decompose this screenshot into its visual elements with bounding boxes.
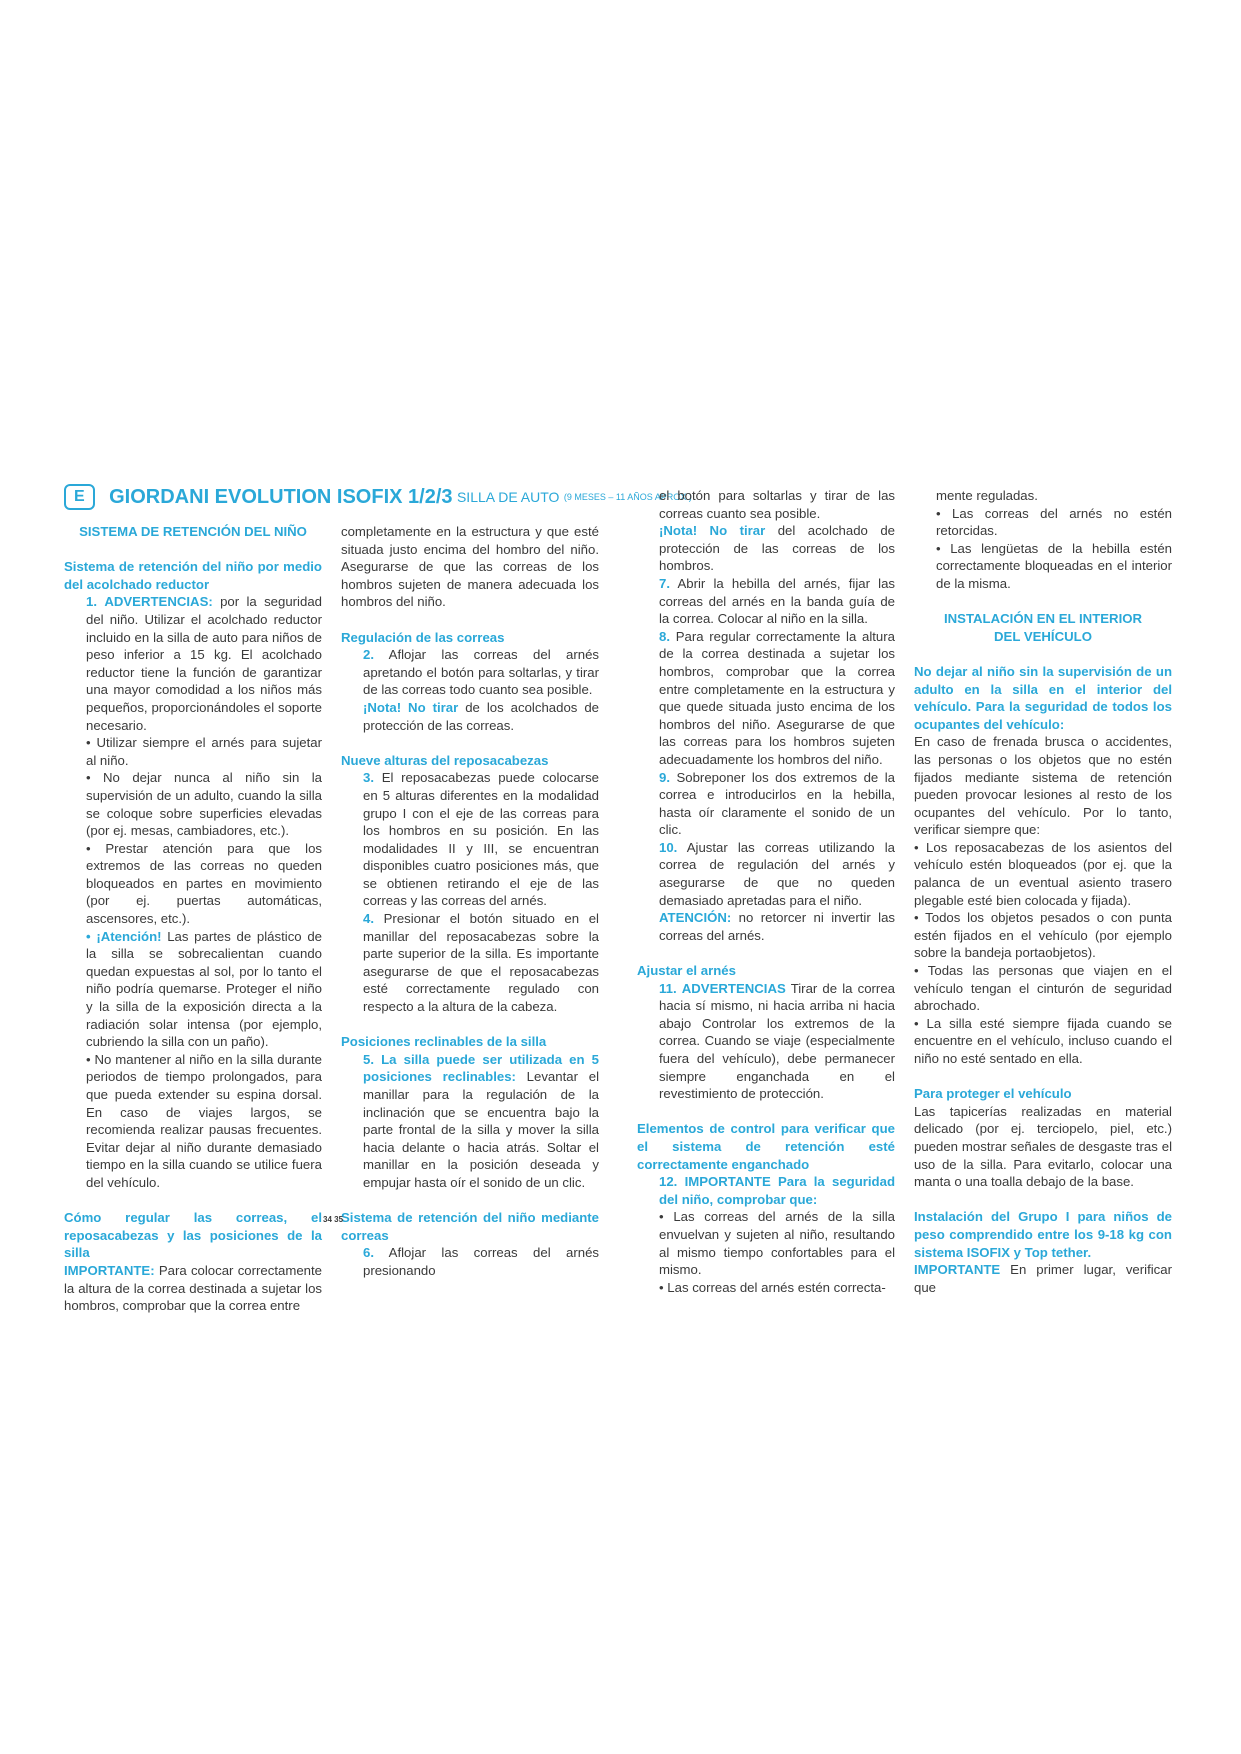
paragraph: IMPORTANTE: Para colocar correctamente la altura de la correa destinada a sujetar los hombros, comprobar que la correa entre: [64, 1262, 322, 1314]
bullet-item: • Los reposacabezas de los asientos del vehículo estén bloqueados (por ej. que la palanca de un eventual asiento trasero plegable esté bien colocada y fijada).: [914, 839, 1172, 908]
product-title: GIORDANI EVOLUTION ISOFIX 1/2/3: [109, 485, 453, 508]
note: ¡Nota! No tirar de los acolchados de protección de las correas.: [363, 699, 600, 733]
subheading: No dejar al niño sin la supervisión de un adulto en la silla en el interior del vehículo. Para la seguridad de todos los ocupantes del vehículo:: [914, 663, 1172, 732]
bullet-item: • Las lengüetas de la hebilla estén correctamente bloqueadas en el interior de la misma.: [936, 540, 1172, 591]
bullet-item: • Todos los objetos pesados o con punta estén fijados en el vehículo (por ejemplo sobre la bandeja portaobjetos).: [914, 910, 1172, 961]
subheading: Sistema de retención del niño mediante correas: [341, 1210, 599, 1243]
subheading: Regulación de las correas: [341, 629, 505, 645]
list-item: 4. Presionar el botón situado en el manillar del reposacabezas sobre la parte superior de la silla. Es importante asegurarse de que el reposacabezas esté correctamente regulado con respecto a la altura de la cabeza.: [363, 911, 599, 1015]
subheading: Ajustar el arnés: [637, 963, 736, 979]
list-item: 10. Ajustar las correas utilizando la correa de regulación del arnés y asegurarse de que no queden demasiado apretadas para el niño.: [659, 839, 896, 908]
list-item: 8. Para regular correctamente la altura de la correa destinada a sujetar los hombros, comprobar que la correa entre completamente en la estructura y que quede situada justo encima de los hombros del niño. Asegurarse de que las correas para los hombros sujeten adecuadamente los hombros del niño.: [659, 628, 895, 767]
list-item: 5. La silla puede ser utilizada en 5 posiciones reclinables: Levantar el manillar para la regulación de la inclinación que se encuentra bajo la parte frontal de la silla y mover la silla hacia delante o hacia atrás. Soltar el manillar en la posición deseada y empujar hasta oír el sonido de un clic.: [363, 1051, 599, 1190]
bullet-item: • Todas las personas que viajen en el vehículo tengan el cinturón de seguridad abrochado.: [914, 963, 1172, 1014]
subheading: Nueve alturas del reposacabezas: [341, 752, 549, 768]
page-number: 34 35: [323, 1215, 344, 1224]
bullet-item: • Prestar atención para que los extremos de las correas no queden bloqueados en partes en movimiento (por ej. puertas automáticas, ascensores, etc.).: [86, 840, 322, 927]
paragraph: el botón para soltarlas y tirar de las correas cuanto sea posible.: [659, 488, 895, 521]
list-item: 1. ADVERTENCIAS: por la seguridad del niño. Utilizar el acolchado reductor incluido en la silla de auto para niños de peso inferior a 15 kg. El acolchado reductor tiene la función de garantizar una mayor comodidad a los niños más pequeños, proporcionándoles el soporte necesario.: [86, 594, 322, 733]
bullet-item: • ¡Atención! Las partes de plástico de la silla se sobrecalientan cuando quedan expuestas al sol, por lo tanto el niño podría quemarse. Proteger el niño y la silla de la exposición directa a la radiación solar intensa (por ejemplo, cubriendo la silla con un paño).: [86, 928, 322, 1050]
section-heading: SISTEMA DE RETENCIÓN DEL NIÑO: [79, 524, 307, 539]
age-range: (9 MESES – 11 AÑOS APROX.): [563, 492, 692, 502]
list-item: 2. Aflojar las correas del arnés apretando el botón para soltarlas, y tirar de las correas todo cuanto sea posible.: [363, 647, 600, 698]
subheading: Cómo regular las correas, el reposacabezas y las posiciones de la silla: [64, 1210, 322, 1261]
column-4: [914, 487, 1172, 1296]
list-item: 6. Aflojar las correas del arnés presionando: [363, 1245, 600, 1278]
bullet-item: • Las correas del arnés estén correcta-: [659, 1279, 886, 1295]
list-item: 3. El reposacabezas puede colocarse en 5 alturas diferentes en la modalidad grupo I con el eje de las correas para los hombros en su posición. En las modalidades II y III, se encuentran disponibles cuatro posiciones más, que se obtienen retirando el eje de las correas y las correas del arnés.: [363, 770, 599, 909]
list-item: 11. ADVERTENCIAS Tirar de la correa hacia sí mismo, ni hacia arriba ni hacia abajo Controlar los extremos de la correa. Cuando se viaje (especialmente fuera del vehículo), debe permanecer siempre enganchada en el revestimiento de protección.: [659, 980, 895, 1102]
column-2: [341, 523, 599, 1280]
product-subtitle: SILLA DE AUTO: [456, 489, 560, 505]
paragraph: completamente en la estructura y que esté situada justo encima del hombro del niño. Asegurarse de que las correas de los hombros sujeten de manera adecuada los hombros del niño.: [341, 524, 599, 610]
subheading: Sistema de retención del niño por medio del acolchado reductor: [64, 559, 322, 592]
column-1: [64, 523, 322, 1315]
column-3: [637, 487, 895, 1296]
note: ¡Nota! No tirar del acolchado de protección de las correas de los hombros.: [659, 523, 896, 574]
list-item: 7. Abrir la hebilla del arnés, fijar las correas del arnés en la banda guía de la correa. Colocar al niño en la silla.: [659, 575, 895, 627]
list-item: 12. IMPORTANTE Para la seguridad del niño, comprobar que:: [659, 1174, 895, 1207]
bullet-item: • Utilizar siempre el arnés para sujetar al niño.: [86, 735, 322, 768]
section-heading: INSTALACIÓN EN EL INTERIOR: [943, 611, 1143, 627]
subheading: Para proteger el vehículo: [914, 1086, 1072, 1102]
warning: ATENCIÓN: no retorcer ni invertir las correas del arnés.: [659, 910, 895, 943]
subheading: Instalación del Grupo I para niños de peso comprendido entre los 9-18 kg con sistema ISOFIX y Top tether.: [914, 1209, 1172, 1260]
section-heading: DEL VEHÍCULO: [994, 628, 1092, 644]
page-header: [64, 484, 692, 510]
bullet-item: • Las correas del arnés de la silla envuelvan y sujeten al niño, resultando al mismo tiempo confortables para el mismo.: [659, 1209, 895, 1278]
bullet-item: • No dejar nunca al niño sin la supervisión de un adulto, cuando la silla se coloque sobre superficies elevadas (por ej. mesas, cambiadores, etc.).: [86, 770, 322, 839]
language-badge: E: [64, 484, 95, 510]
subheading: Elementos de control para verificar que el sistema de retención esté correctamente enganchado: [637, 1121, 895, 1172]
paragraph: IMPORTANTE En primer lugar, verificar que: [914, 1262, 1172, 1295]
paragraph: En caso de frenada brusca o accidentes, las personas o los objetos que no estén fijados mediante sistema de retención pueden provocar lesiones al resto de los ocupantes del vehículo. Por lo tanto, verificar siempre que:: [914, 734, 1172, 838]
subheading: Posiciones reclinables de la silla: [341, 1034, 547, 1050]
paragraph: Las tapicerías realizadas en material delicado (por ej. terciopelo, piel, etc.) pueden mostrar señales de desgaste tras el uso de la silla. Para evitarlo, colocar una manta o una toalla debajo de la base.: [914, 1103, 1172, 1190]
bullet-item: • No mantener al niño en la silla durante periodos de tiempo prolongados, para que pueda extender su espina dorsal. En caso de viajes largos, se recomienda realizar pausas frecuentes. Evitar dejar al niño durante demasiado tiempo en la silla cuando se utilice fuera del vehículo.: [86, 1051, 322, 1190]
paragraph: mente reguladas.: [936, 488, 1038, 503]
list-item: 9. Sobreponer los dos extremos de la correa e introducirlos en la hebilla, hasta oír claramente el sonido de un clic.: [659, 769, 895, 838]
bullet-item: • La silla esté siempre fijada cuando se encuentre en el vehículo, incluso cuando el niño no esté sentado en ella.: [914, 1015, 1172, 1066]
bullet-item: • Las correas del arnés no estén retorcidas.: [936, 505, 1172, 539]
